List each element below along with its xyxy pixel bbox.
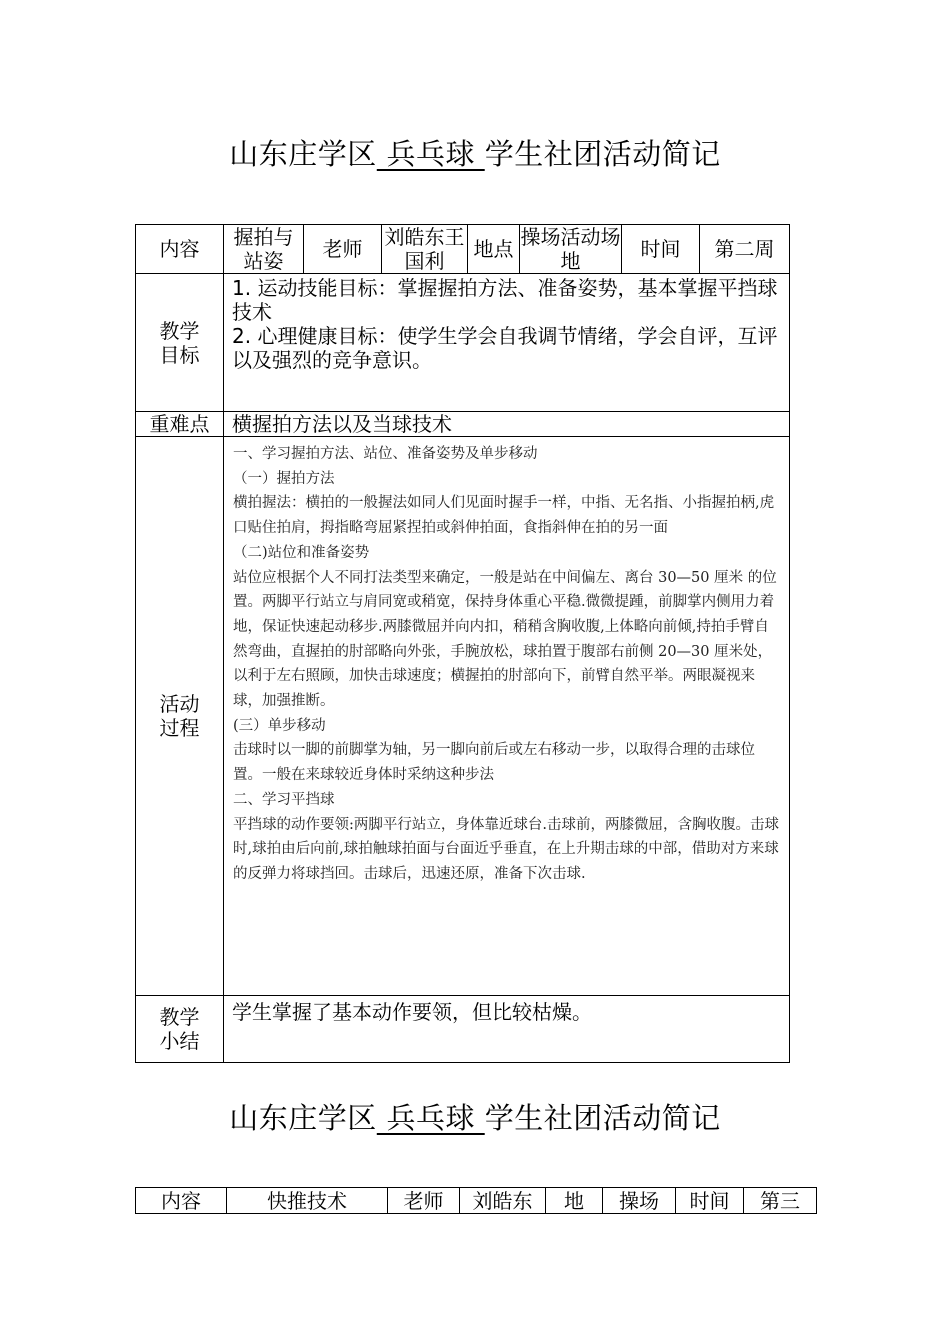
process-paragraph: 一、学习握拍方法、站位、准备姿势及单步移动 [233, 446, 538, 462]
process-content [224, 437, 790, 996]
content-label: 内容 [136, 225, 224, 274]
teacher-value: 刘皓东 [460, 1188, 546, 1214]
teacher-value: 刘皓东王国利 [382, 225, 468, 274]
content-label: 内容 [136, 1188, 227, 1214]
title-suffix: 学生社团活动简记 [484, 1101, 721, 1135]
title-club-name: 兵乓球 [376, 137, 485, 171]
time-value: 第三 [744, 1188, 817, 1214]
teacher-label: 老师 [388, 1188, 460, 1214]
title-prefix: 山东庄学区 [229, 1101, 377, 1135]
activity-record-table-2 [135, 1187, 817, 1214]
summary-label: 教学小结 [136, 996, 224, 1063]
time-value: 第二周 [700, 225, 790, 274]
goal-row [136, 274, 790, 412]
process-paragraph: （一）握拍方法 [233, 470, 335, 487]
place-label: 地 [546, 1188, 603, 1214]
goal-label: 教学目标 [136, 274, 224, 412]
difficulty-label: 重难点 [136, 412, 224, 437]
header-row [136, 225, 790, 274]
page-title [0, 132, 950, 173]
process-paragraph: （二)站位和准备姿势 [233, 544, 370, 561]
activity-record-table [135, 224, 790, 1063]
difficulty-value: 横握拍方法以及当球技术 [224, 412, 790, 437]
difficulty-row [136, 412, 790, 437]
process-row [136, 437, 790, 996]
summary-value: 学生掌握了基本动作要领，但比较枯燥。 [224, 996, 790, 1063]
process-paragraph: 横拍握法：横拍的一般握法如同人们见面时握手一样，中指、无名指、小指握拍柄,虎口贴住拍肩，拇指略弯屈紧捏拍或斜伸拍面，食指斜伸在拍的另一面 [233, 495, 775, 537]
title-suffix: 学生社团活动简记 [484, 137, 721, 171]
place-label: 地点 [468, 225, 520, 274]
place-value: 操场 [603, 1188, 676, 1214]
header-row [136, 1188, 817, 1214]
content-value: 握拍与站姿 [224, 225, 304, 274]
time-label: 时间 [676, 1188, 744, 1214]
time-label: 时间 [622, 225, 700, 274]
teacher-label: 老师 [304, 225, 382, 274]
process-paragraph: 平挡球的动作要领:两脚平行站立，身体靠近球台.击球前，两膝微屈，含胸收腹。击球时,球拍由后向前,球拍触球拍面与台面近乎垂直，在上升期击球的中部，借助对方来球的反弹力将球挡回。击球后，迅速还原，准备下次击球. [233, 816, 779, 882]
title-prefix: 山东庄学区 [229, 137, 377, 171]
process-paragraph: 二、学习平挡球 [233, 791, 335, 808]
place-value: 操场活动场地 [520, 225, 621, 273]
goal-line: 2. 心理健康目标：使学生学会自我调节情绪，学会自评，互评以及强烈的竞争意识。 [232, 324, 778, 372]
process-paragraph: 站位应根据个人不同打法类型来确定，一般是站在中间偏左、离台 30—50 厘米 的位置。两脚平行站立与肩同宽或稍宽，保持身体重心平稳.微微提踵，前脚掌内侧用力着地，保证快速起动移步.两膝微屈并向内扣，稍稍含胸收腹,上体略向前倾,持拍手臂自然弯曲，直握拍的肘部略向外张，手腕放松，球拍置于腹部右前侧 20—30 厘米处，以利于左右照顾，加快击球速度；横握拍的肘部向下，前臂自然平举。两眼凝视来球，加强推断。 [233, 569, 777, 710]
summary-row [136, 996, 790, 1063]
goal-value [224, 274, 790, 412]
process-paragraph: (三）单步移动 [233, 717, 326, 734]
process-paragraph: 击球时以一脚的前脚掌为轴，另一脚向前后或左右移动一步，以取得合理的击球位置。一般在来球较近身体时采纳这种步法 [233, 742, 755, 784]
goal-line: 1. 运动技能目标：掌握握拍方法、准备姿势，基本掌握平挡球技术 [232, 276, 778, 324]
content-value: 快推技术 [227, 1188, 388, 1214]
process-label: 活动过程 [136, 437, 224, 996]
title-club-name: 兵乓球 [376, 1101, 485, 1135]
page-title-2 [0, 1096, 950, 1137]
